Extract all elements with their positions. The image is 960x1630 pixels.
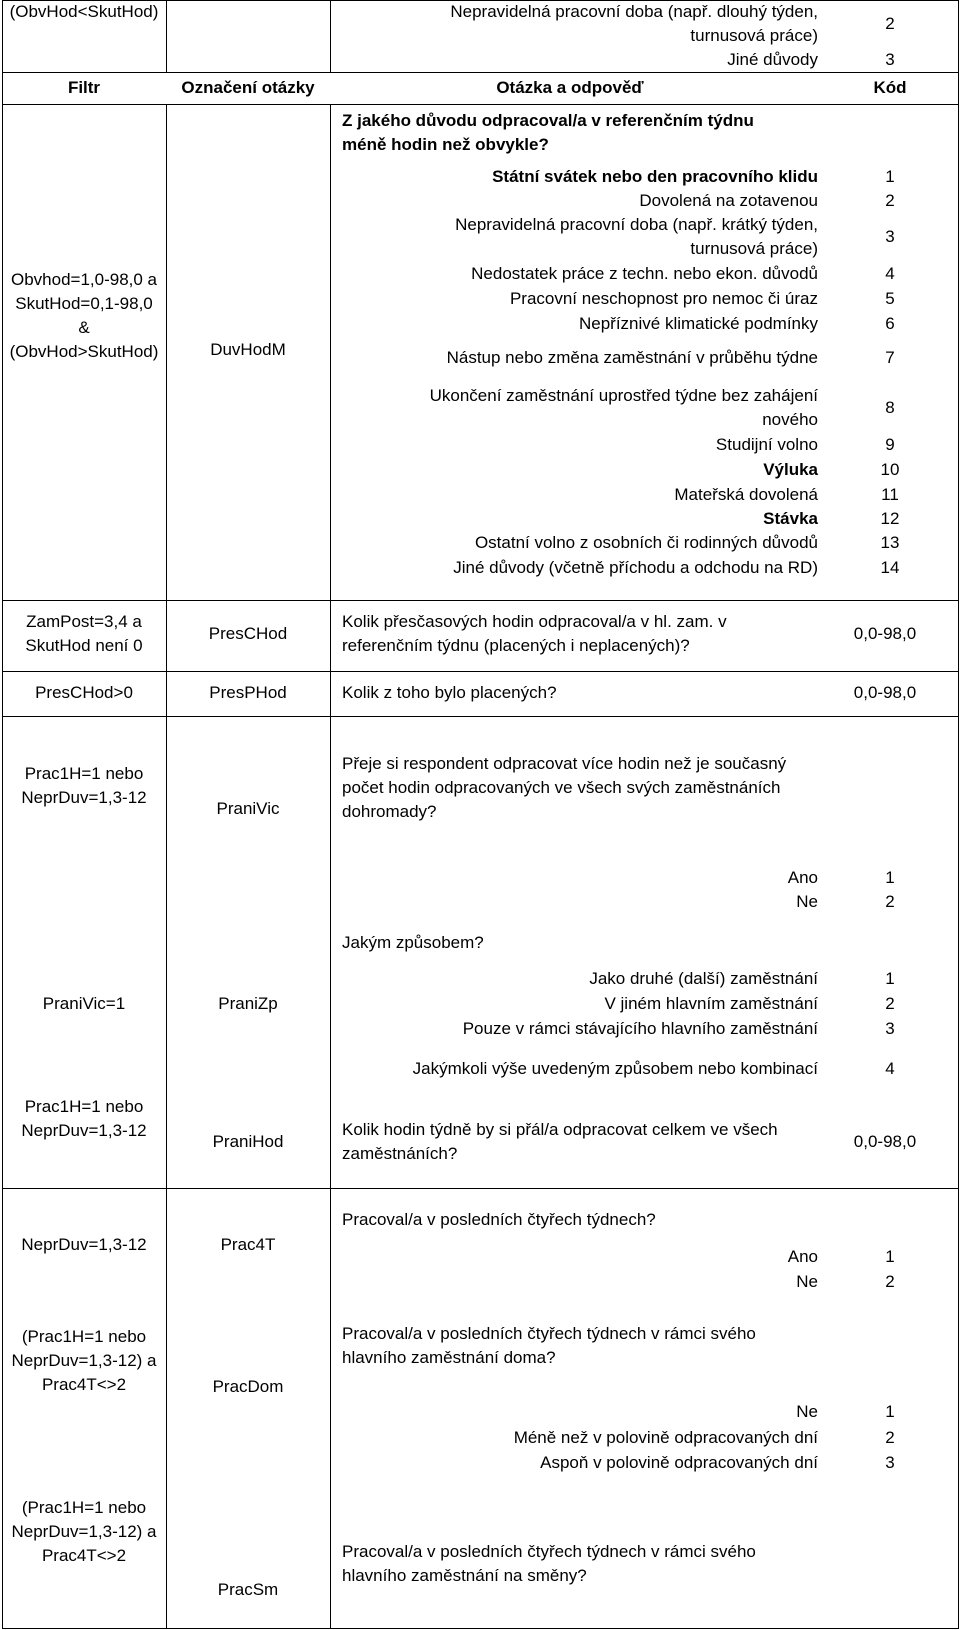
option-code: 3	[885, 1453, 895, 1472]
question-mark-cell: PracDom	[212, 1377, 284, 1396]
question-mark-cell: PresPHod	[209, 683, 287, 702]
row-divider	[2, 671, 958, 672]
header-question: Otázka a odpověď	[496, 78, 644, 97]
filter-cell: NeprDuv=1,3-12	[21, 1235, 147, 1254]
option-code: 1	[885, 868, 895, 887]
filter-cell: (ObvHod<SkutHod)	[9, 2, 159, 21]
question-text: Pracoval/a v posledních čtyřech týdnech v rámci svého hlavního zaměstnání doma?	[342, 1324, 756, 1367]
option-code: 10	[880, 460, 900, 479]
question-text: Jakým způsobem?	[342, 933, 484, 952]
option-text: Mateřská dovolená	[674, 485, 818, 504]
header-bottom-border	[2, 104, 958, 105]
option-text: Jiné důvody (včetně příchodu a odchodu na RD)	[453, 558, 818, 577]
option-text: Pouze v rámci stávajícího hlavního zaměstnání	[462, 1019, 818, 1038]
option-text: Ostatní volno z osobních či rodinných důvodů	[474, 533, 818, 552]
row-divider	[2, 1188, 958, 1189]
header-mark: Označení otázky	[181, 78, 315, 97]
question-mark-cell: PracSm	[217, 1580, 279, 1599]
row-divider	[2, 600, 958, 601]
option-code: 3	[885, 227, 895, 246]
option-text: Výluka	[763, 460, 818, 479]
option-text: Státní svátek nebo den pracovního klidu	[492, 167, 818, 186]
question-text: Z jakého důvodu odpracoval/a v referenčním týdnu méně hodin než obvykle?	[342, 111, 754, 154]
option-text: Ne	[796, 1272, 818, 1291]
option-code: 1	[885, 167, 895, 186]
option-code: 11	[881, 485, 899, 504]
option-text: Nepravidelná pracovní doba (např. dlouhý týden, turnusová práce)	[450, 2, 818, 45]
question-mark-cell: PraniHod	[212, 1132, 284, 1151]
header-code: Kód	[873, 78, 907, 97]
filter-cell: PraniVic=1	[42, 994, 126, 1013]
option-code: 2	[885, 994, 895, 1013]
option-text: Ne	[796, 1402, 818, 1421]
question-mark-cell: PresCHod	[208, 624, 288, 643]
option-text: Nepříznivé klimatické podmínky	[578, 314, 818, 333]
filter-cell: Prac1H=1 nebo NeprDuv=1,3-12	[21, 764, 147, 807]
option-code: 3	[885, 1019, 895, 1038]
filter-cell: Prac1H=1 nebo NeprDuv=1,3-12	[21, 1097, 147, 1140]
option-text: Studijní volno	[715, 435, 818, 454]
option-code: 1	[885, 969, 895, 988]
option-code: 2	[885, 191, 895, 210]
question-text: Kolik z toho bylo placených?	[342, 683, 557, 702]
option-code: 3	[885, 50, 895, 69]
option-code: 12	[880, 509, 900, 528]
option-code: 4	[885, 264, 895, 283]
question-mark-cell: PraniVic	[216, 799, 280, 818]
filter-cell: ZamPost=3,4 a SkutHod není 0	[25, 612, 143, 655]
option-code: 7	[885, 348, 895, 367]
question-mark-cell: PraniZp	[218, 994, 278, 1013]
option-text: Méně než v polovině odpracovaných dní	[513, 1428, 818, 1447]
question-text: Pracoval/a v posledních čtyřech týdnech?	[342, 1210, 656, 1229]
option-text: Aspoň v polovině odpracovaných dní	[540, 1453, 818, 1472]
row-divider	[2, 716, 958, 717]
option-text: Ano	[787, 868, 818, 887]
option-code: 1	[885, 1247, 895, 1266]
option-text: Jakýmkoli výše uvedeným způsobem nebo kombinací	[412, 1059, 818, 1078]
filter-cell: (Prac1H=1 nebo NeprDuv=1,3-12) a Prac4T<>2	[11, 1327, 157, 1394]
answer-code: 0,0-98,0	[853, 624, 917, 643]
filter-cell: (Prac1H=1 nebo NeprDuv=1,3-12) a Prac4T<>2	[11, 1498, 157, 1565]
column-border	[166, 0, 167, 72]
column-border	[2, 0, 3, 1629]
filter-cell: Obvhod=1,0-98,0 a SkutHod=0,1-98,0 & (ObvHod>SkutHod)	[9, 270, 159, 361]
option-text: Jako druhé (další) zaměstnání	[589, 969, 818, 988]
option-text: Stávka	[763, 509, 818, 528]
question-text: Pracoval/a v posledních čtyřech týdnech v rámci svého hlavního zaměstnání na směny?	[342, 1542, 756, 1585]
option-text: Nepravidelná pracovní doba (např. krátký týden, turnusová práce)	[455, 215, 818, 258]
option-text: Nedostatek práce z techn. nebo ekon. důvodů	[471, 264, 818, 283]
question-mark-cell: Prac4T	[220, 1235, 276, 1254]
option-text: Ne	[796, 892, 818, 911]
option-text: Ukončení zaměstnání uprostřed týdne bez zahájení nového	[429, 386, 818, 429]
option-code: 13	[880, 533, 900, 552]
option-code: 2	[885, 892, 895, 911]
option-text: V jiném hlavním zaměstnání	[604, 994, 818, 1013]
answer-code: 0,0-98,0	[853, 683, 917, 702]
header-filter: Filtr	[67, 78, 101, 97]
question-text: Přeje si respondent odpracovat více hodin než je současný počet hodin odpracovaných ve všech svých zaměstnáních dohromady?	[342, 754, 787, 821]
answer-code: 0,0-98,0	[853, 1132, 917, 1151]
question-mark-cell: DuvHodM	[210, 340, 286, 359]
column-border	[330, 0, 331, 72]
column-border	[330, 104, 331, 1629]
option-code: 14	[880, 558, 900, 577]
option-text: Ano	[787, 1247, 818, 1266]
option-code: 2	[885, 1428, 895, 1447]
option-code: 5	[885, 289, 895, 308]
column-border	[958, 0, 959, 1629]
option-code: 8	[885, 398, 895, 417]
option-text: Jiné důvody	[727, 50, 818, 69]
question-text: Kolik hodin týdně by si přál/a odpracovat celkem ve všech zaměstnáních?	[342, 1120, 778, 1163]
table-bottom-border	[2, 1628, 958, 1629]
option-code: 6	[885, 314, 895, 333]
option-code: 2	[885, 1272, 895, 1291]
filter-cell: PresCHod>0	[35, 683, 133, 702]
header-top-border	[2, 72, 958, 73]
column-border	[166, 104, 167, 1629]
option-code: 2	[885, 14, 895, 33]
question-text: Kolik přesčasových hodin odpracoval/a v hl. zam. v referenčním týdnu (placených i neplacených)?	[342, 612, 727, 655]
option-text: Pracovní neschopnost pro nemoc či úraz	[509, 289, 818, 308]
option-code: 1	[885, 1402, 895, 1421]
option-text: Dovolená na zotavenou	[639, 191, 818, 210]
option-text: Nástup nebo změna zaměstnání v průběhu týdne	[446, 348, 818, 367]
option-code: 9	[885, 435, 895, 454]
option-code: 4	[885, 1059, 895, 1078]
